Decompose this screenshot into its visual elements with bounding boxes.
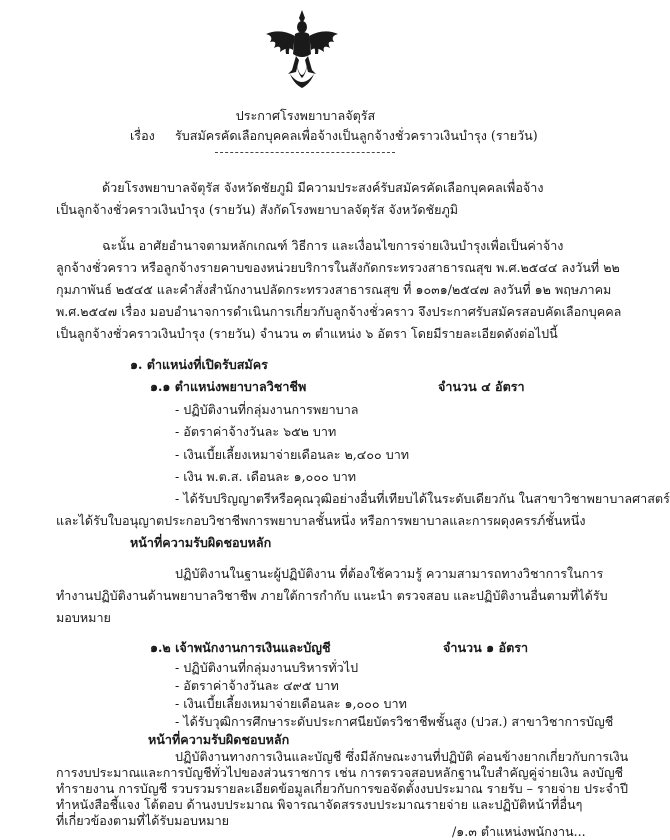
duty-paragraph-line: ทำรายงาน การบัญชี รวบรวมรายละเอียดข้อมูลเกี่ยวกับการขอจัดตั้งงบประมาณ รายรับ – รายจ่าย ประจำปี — [56, 781, 628, 796]
duty-heading: หน้าที่ความรับผิดชอบหลัก — [148, 732, 290, 747]
announcement-title: ประกาศโรงพยาบาลจัตุรัส — [235, 108, 376, 123]
duty-paragraph-line: ปฏิบัติงานในฐานะผู้ปฏิบัติงาน ที่ต้องใช้ความรู้ ความสามารถทางวิชาการในการ — [175, 566, 604, 581]
position-detail-item: - เงิน พ.ต.ส. เดือนละ ๑,๐๐๐ บาท — [175, 469, 357, 484]
duty-paragraph-line: การงบประมาณและการบัญชีทั่วไปของส่วนราชการ เช่น การตรวจสอบหลักฐานใบสำคัญคู่จ่ายเงิน ลงบัญชี — [56, 765, 624, 780]
duty-paragraph-line: มอบหมาย — [56, 610, 111, 625]
authority-paragraph-line: กุมภาพันธ์ ๒๕๔๕ และคำสั่งสำนักงานปลัดกระทรวงสาธารณสุข ที่ ๑๐๓๑/๒๕๔๗ ลงวันที่ ๑๒ พฤษภาคม — [56, 282, 612, 297]
authority-paragraph-line: ลูกจ้างชั่วคราว หรือลูกจ้างรายคาบของหน่วยบริการในสังกัดกระทรวงสาธารณสุข พ.ศ.๒๕๔๔ ลงวันที่ ๒๒ — [56, 260, 620, 275]
authority-paragraph-line: เป็นลูกจ้างชั่วคราวเงินบำรุง (รายวัน) จำนวน ๓ ตำแหน่ง ๖ อัตรา โดยมีรายละเอียดดังต่อไปนี้ — [56, 326, 558, 341]
position-count: จำนวน ๔ อัตรา — [438, 379, 525, 394]
position-detail-item: - ได้รับปริญญาตรีหรือคุณวุฒิอย่างอื่นที่เทียบได้ในระดับเดียวกัน ในสาขาวิชาพยาบาลศาสตร์ — [175, 491, 670, 506]
position-detail-continuation: และได้รับใบอนุญาตประกอบวิชาชีพการพยาบาลชั้นหนึ่ง หรือการพยาบาลและการผดุงครรภ์ชั้นหนึ่ง — [56, 513, 586, 528]
garuda-emblem-icon — [262, 8, 342, 92]
position-title: ๑.๒ เจ้าพนักงานการเงินและบัญชี — [150, 640, 331, 655]
position-count: จำนวน ๑ อัตรา — [443, 640, 529, 655]
duty-heading: หน้าที่ความรับผิดชอบหลัก — [130, 535, 272, 550]
position-detail-item: - ปฏิบัติงานที่กลุ่มงานบริหารทั่วไป — [175, 660, 359, 675]
position-detail-item: - ปฏิบัติงานที่กลุ่มงานการพยาบาล — [175, 402, 359, 417]
duty-paragraph-line: ปฏิบัติงานทางการเงินและบัญชี ซึ่งมีลักษณะงานที่ปฏิบัติ ค่อนข้างยากเกี่ยวกับการเงิน — [175, 749, 629, 764]
position-detail-item: - ได้รับวุฒิการศึกษาระดับประกาศนียบัตรวิชาชีพชั้นสูง (ปวส.) สาขาวิชาการบัญชี — [175, 714, 614, 729]
section-1-heading: ๑. ตำแหน่งที่เปิดรับสมัคร — [130, 357, 268, 372]
position-detail-item: - เงินเบี้ยเลี้ยงเหมาจ่ายเดือนละ ๒,๔๐๐ บาท — [175, 447, 410, 462]
subject-label: เรื่อง — [130, 128, 155, 143]
position-title: ๑.๑ ตำแหน่งพยาบาลวิชาชีพ — [150, 379, 307, 394]
authority-paragraph-line: ฉะนั้น อาศัยอำนาจตามหลักเกณฑ์ วิธีการ และเงื่อนไขการจ่ายเงินบำรุงเพื่อเป็นค่าจ้าง — [102, 238, 564, 253]
position-detail-item: - อัตราค่าจ้างวันละ ๔๙๕ บาท — [175, 678, 339, 693]
continuation-note: /๑.๓ ตำแหน่งพนักงาน... — [452, 824, 586, 839]
intro-paragraph-line: เป็นลูกจ้างชั่วคราวเงินบำรุง (รายวัน) สังกัดโรงพยาบาลจัตุรัส จังหวัดชัยภูมิ — [56, 202, 459, 217]
duty-paragraph-line: ทำหนังสือชี้แจง โต้ตอบ ด้านงบประมาณ พิจารณาจัดสรรงบประมาณรายจ่าย และปฏิบัติหน้าที่อื่นๆ — [56, 797, 583, 812]
duty-paragraph-line: ทำงานปฏิบัติงานด้านพยาบาลวิชาชีพ ภายใต้การกำกับ แนะนำ ตรวจสอบ และปฏิบัติงานอื่นตามที่ได้รับ — [56, 588, 608, 603]
intro-paragraph-line: ด้วยโรงพยาบาลจัตุรัส จังหวัดชัยภูมิ มีความประสงค์รับสมัครคัดเลือกบุคคลเพื่อจ้าง — [102, 180, 544, 195]
duty-paragraph-line: ที่เกี่ยวข้องตามที่ได้รับมอบหมาย — [56, 813, 230, 828]
position-detail-item: - เงินเบี้ยเลี้ยงเหมาจ่ายเดือนละ ๑,๐๐๐ บาท — [175, 696, 407, 711]
position-detail-item: - อัตราค่าจ้างวันละ ๖๕๒ บาท — [175, 424, 337, 439]
authority-paragraph-line: พ.ศ.๒๕๔๗ เรื่อง มอบอำนาจการดำเนินการเกี่ยวกับลูกจ้างชั่วคราว จึงประกาศรับสมัครสอบคัดเลือกบุคคล — [56, 304, 622, 319]
title-divider — [215, 152, 395, 153]
subject-text: รับสมัครคัดเลือกบุคคลเพื่อจ้างเป็นลูกจ้างชั่วคราวเงินบำรุง (รายวัน) — [175, 128, 538, 143]
